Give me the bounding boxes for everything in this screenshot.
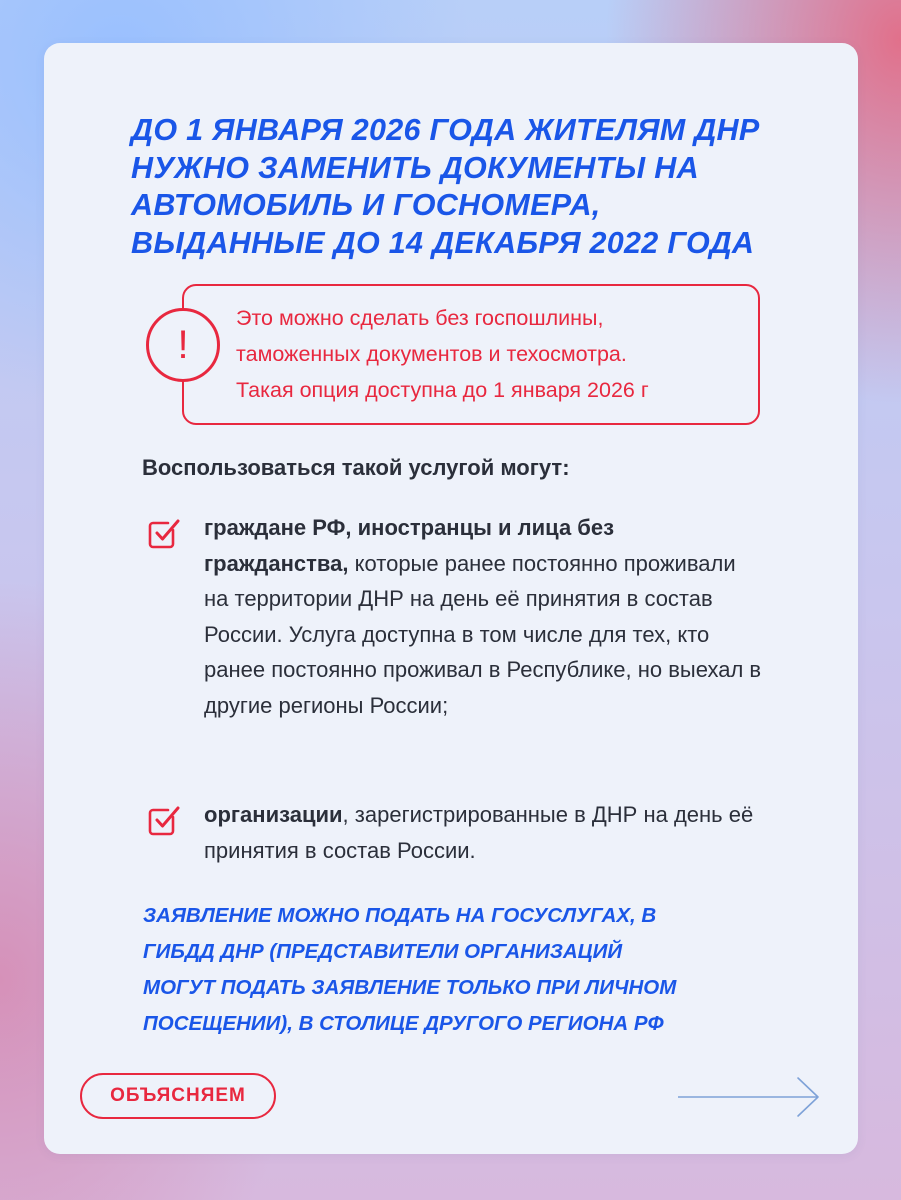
- item-bold: граждане РФ, иностранцы и лица без гражданства,: [204, 515, 615, 576]
- notice-line: Такая опция доступна до 1 января 2026 г: [236, 378, 649, 402]
- notice-text: [236, 300, 756, 408]
- checkbox-checked-icon: [146, 803, 182, 839]
- headline: [131, 112, 831, 262]
- eligibility-title: Воспользоваться такой услугой могут:: [142, 455, 570, 480]
- exclamation-glyph: !: [177, 323, 189, 367]
- eligibility-item-text: [204, 510, 764, 723]
- notice-line: таможенных документов и техосмотра.: [236, 342, 627, 366]
- arrow-right-icon[interactable]: [676, 1076, 822, 1118]
- headline-line: ВЫДАННЫЕ ДО 14 ДЕКАБРЯ 2022 ГОДА: [131, 225, 755, 260]
- checkbox-checked-icon: [146, 516, 182, 552]
- footer-note: [143, 898, 783, 1042]
- headline-line: НУЖНО ЗАМЕНИТЬ ДОКУМЕНТЫ НА: [131, 150, 699, 185]
- explain-badge: ОБЪЯСНЯЕМ: [80, 1073, 276, 1119]
- footer-line: ПОСЕЩЕНИИ), В СТОЛИЦЕ ДРУГОГО РЕГИОНА РФ: [143, 1012, 664, 1035]
- headline-line: ДО 1 ЯНВАРЯ 2026 ГОДА ЖИТЕЛЯМ ДНР: [131, 113, 760, 147]
- item-rest: которые ранее постоянно проживали на территории ДНР на день её принятия в состав России. Услуга доступна в том числе для тех, кто ранее постоянно проживал в Республике, но выехал в другие регионы России;: [204, 550, 762, 718]
- exclamation-circle-icon: [146, 308, 220, 382]
- item-bold: организации: [204, 802, 343, 827]
- notice-line: Это можно сделать без госпошлины,: [236, 306, 604, 330]
- headline-line: АВТОМОБИЛЬ И ГОСНОМЕРА,: [131, 188, 601, 222]
- footer-line: ГИБДД ДНР (ПРЕДСТАВИТЕЛИ ОРГАНИЗАЦИЙ: [143, 940, 623, 963]
- eligibility-item-text: [204, 797, 764, 868]
- footer-line: МОГУТ ПОДАТЬ ЗАЯВЛЕНИЕ ТОЛЬКО ПРИ ЛИЧНОМ: [143, 976, 677, 999]
- item-rest: , зарегистрированные в ДНР на день её принятия в состав России.: [204, 802, 754, 863]
- footer-line: ЗАЯВЛЕНИЕ МОЖНО ПОДАТЬ НА ГОСУСЛУГАХ, В: [143, 904, 657, 927]
